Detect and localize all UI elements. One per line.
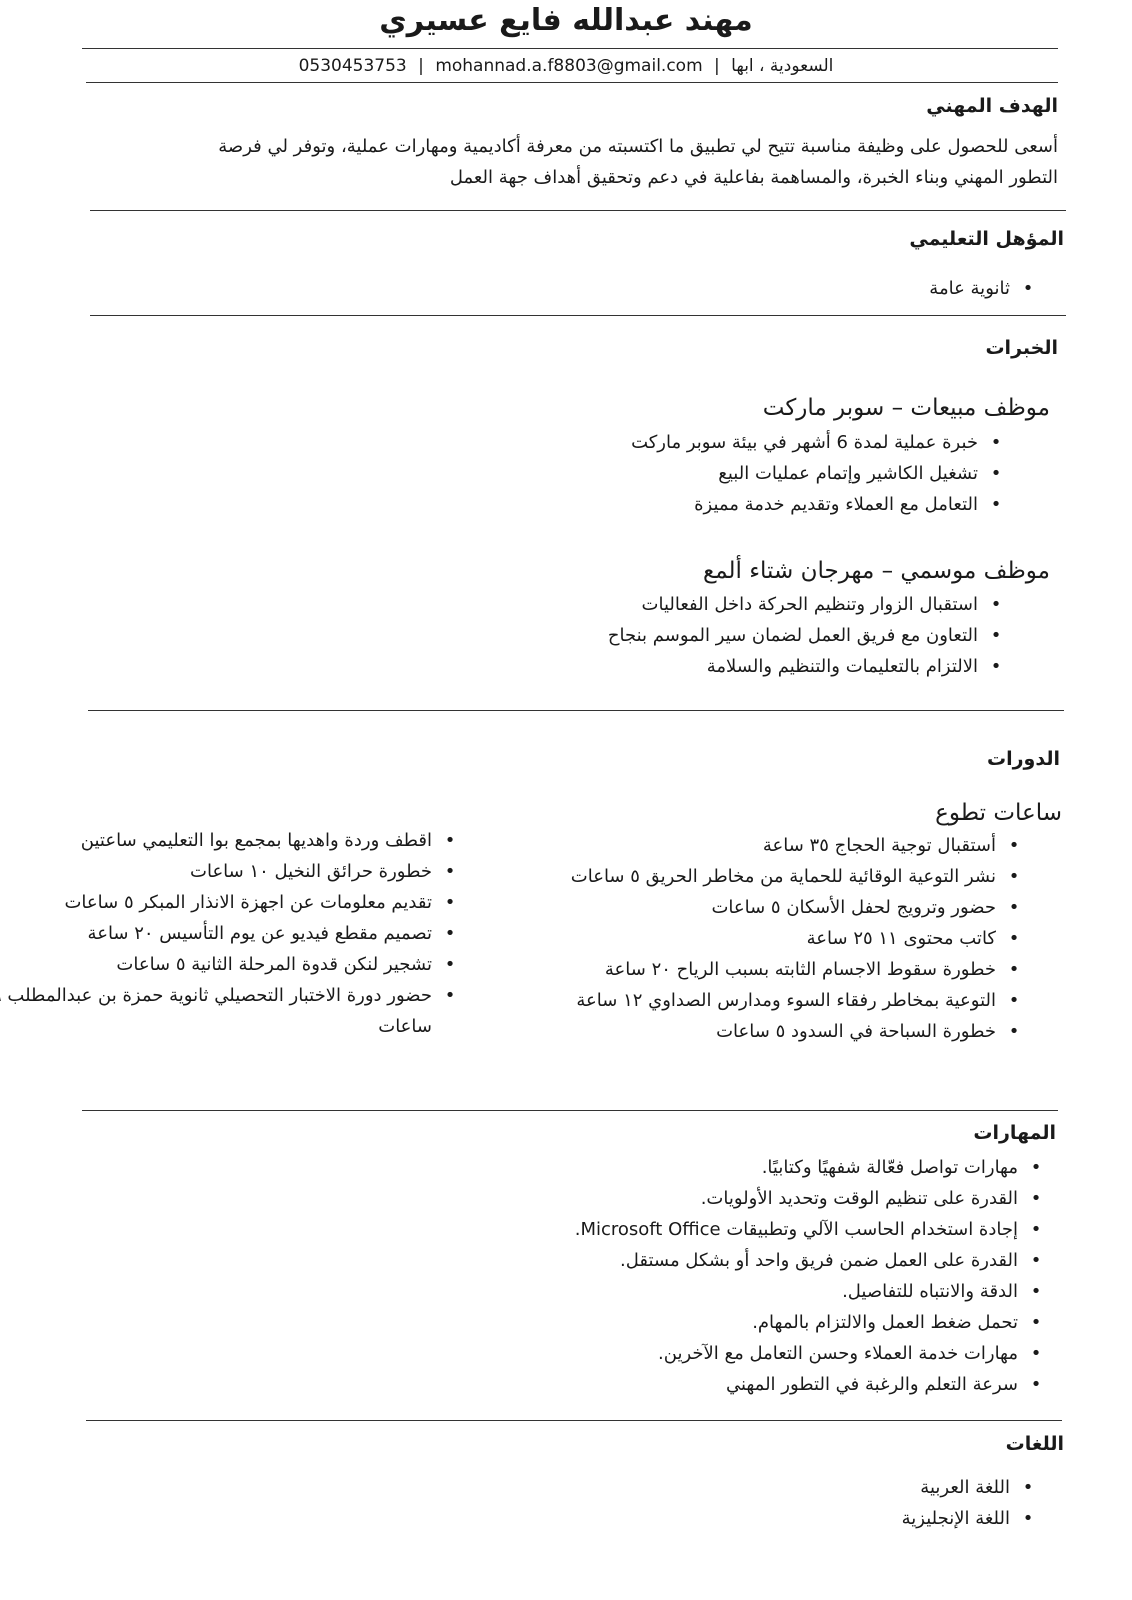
skill-item: • تحمل ضغط العمل والالتزام بالمهام. (398, 1307, 1018, 1338)
course-item: • اقطف وردة واهديها بمجمع بوا التعليمي ساعتين (0, 825, 432, 856)
objective-line-1: أسعى للحصول على وظيفة مناسبة تتيح لي تطبيق ما اكتسبته من معرفة أكاديمية ومهارات عملية، وتوفر لي فرصة (218, 136, 1058, 157)
course-item: • خطورة السباحة في السدود ٥ ساعات (476, 1016, 996, 1047)
course-item: • نشر التوعية الوقائية للحماية من مخاطر الحريق ٥ ساعات (476, 861, 996, 892)
language-item: • اللغة العربية (902, 1472, 1010, 1503)
education-item: • ثانوية عامة (929, 273, 1010, 304)
job-bullets-supermarket (631, 427, 1006, 520)
course-item: • كاتب محتوى ١١ ٢٥ ساعة (476, 923, 996, 954)
job-bullet: • الالتزام بالتعليمات والتنظيم والسلامة (608, 651, 978, 682)
courses-subtitle: ساعات تطوع (935, 800, 1062, 826)
job-bullet: • التعاون مع فريق العمل لضمان سير الموسم بنجاح (608, 620, 978, 651)
job-title-supermarket: موظف مبيعات – سوبر ماركت (762, 395, 1050, 421)
course-item: • خطورة سقوط الاجسام الثابته بسبب الرياح ٢٠ ساعة (476, 954, 996, 985)
education-title: المؤهل التعليمي (909, 228, 1064, 250)
job-bullet: • استقبال الزوار وتنظيم الحركة داخل الفعاليات (608, 589, 978, 620)
courses-title: الدورات (987, 748, 1060, 770)
location-text: السعودية ، ابها (731, 56, 834, 76)
job-bullet: • التعامل مع العملاء وتقديم خدمة مميزة (631, 489, 978, 520)
skills-title: المهارات (973, 1122, 1056, 1144)
job-bullet: • خبرة عملية لمدة 6 أشهر في بيئة سوبر ماركت (631, 427, 978, 458)
skills-divider (86, 1420, 1062, 1421)
skill-item: • سرعة التعلم والرغبة في التطور المهني (398, 1369, 1018, 1400)
objective-divider (90, 210, 1066, 211)
course-item: • تشجير لنكن قدوة المرحلة الثانية ٥ ساعات (0, 949, 432, 980)
course-item: • خطورة حرائق النخيل ١٠ ساعات (0, 856, 432, 887)
header-rule-top (82, 48, 1058, 49)
job-bullet: • تشغيل الكاشير وإتمام عمليات البيع (631, 458, 978, 489)
course-item: • التوعية بمخاطر رفقاء السوء ومدارس الصداوي ١٢ ساعة (476, 985, 996, 1016)
courses-list-left (0, 825, 460, 1042)
contact-line (0, 52, 1132, 80)
education-divider (90, 315, 1066, 316)
course-item: • حضور وترويج لحفل الأسكان ٥ ساعات (476, 892, 996, 923)
objective-title: الهدف المهني (926, 95, 1058, 117)
experience-title: الخبرات (985, 337, 1058, 359)
education-list (929, 273, 1038, 304)
phone-number: 0530453753 (298, 56, 407, 76)
courses-list-right (476, 830, 1024, 1047)
skills-list (398, 1152, 1046, 1400)
courses-divider (82, 1110, 1058, 1111)
course-item: • تصميم مقطع فيديو عن يوم التأسيس ٢٠ ساعة (0, 918, 432, 949)
job-title-festival: موظف موسمي – مهرجان شتاء ألمع (702, 558, 1050, 584)
job-bullets-festival (608, 589, 1006, 682)
contact-separator: | (418, 56, 424, 76)
languages-title: اللغات (1005, 1433, 1064, 1455)
language-item: • اللغة الإنجليزية (902, 1503, 1010, 1534)
course-item: • تقديم معلومات عن اجهزة الانذار المبكر ٥ ساعات (0, 887, 432, 918)
course-item: • أستقبال توجية الحجاج ٣٥ ساعة (476, 830, 996, 861)
languages-list (902, 1472, 1038, 1534)
skill-item: • مهارات تواصل فعّالة شفهيًا وكتابيًا. (398, 1152, 1018, 1183)
course-item: • حضور دورة الاختبار التحصيلي ثانوية حمزة بن عبدالمطلب ساعات (0, 980, 432, 1042)
skill-item: • القدرة على العمل ضمن فريق واحد أو بشكل مستقل. (398, 1245, 1018, 1276)
skill-item: • القدرة على تنظيم الوقت وتحديد الأولويات. (398, 1183, 1018, 1214)
resume-name: مهند عبدالله فايع عسيري (379, 3, 753, 38)
objective-line-2: التطور المهني وبناء الخبرة، والمساهمة بفاعلية في دعم وتحقيق أهداف جهة العمل (449, 167, 1058, 188)
skill-item: • مهارات خدمة العملاء وحسن التعامل مع الآخرين. (398, 1338, 1018, 1369)
header-rule-bottom (86, 82, 1058, 83)
skill-item: • الدقة والانتباه للتفاصيل. (398, 1276, 1018, 1307)
contact-separator: | (714, 56, 720, 76)
email-link[interactable]: mohannad.a.f8803@gmail.com (435, 56, 703, 76)
experience-divider (88, 710, 1064, 711)
skill-item: • إجادة استخدام الحاسب الآلي وتطبيقات Microsoft Office. (398, 1214, 1018, 1245)
